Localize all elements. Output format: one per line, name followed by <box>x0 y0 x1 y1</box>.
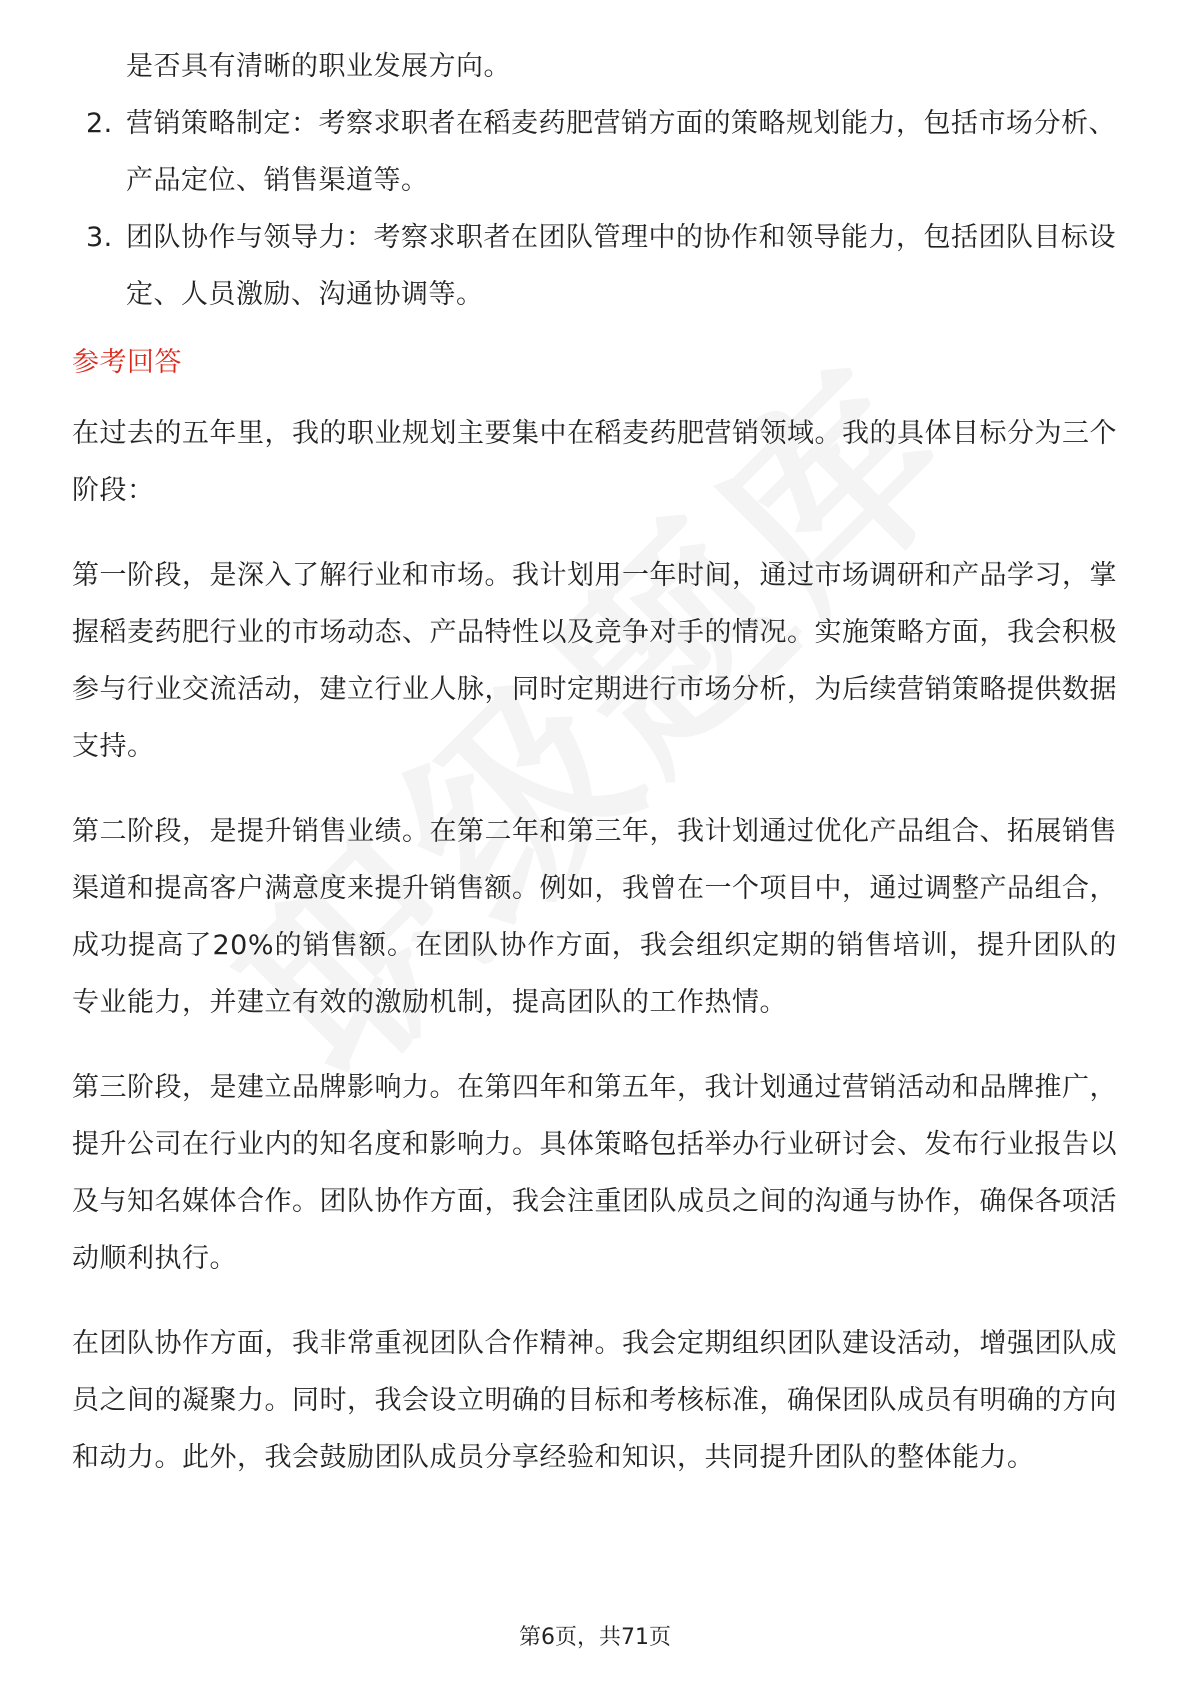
paragraph: 第三阶段，是建立品牌影响力。在第四年和第五年，我计划通过营销活动和品牌推广，提升公司在行业内的知名度和影响力。具体策略包括举办行业研讨会、发布行业报告以及与知名媒体合作。团队协作方面，我会注重团队成员之间的沟通与协作，确保各项活动顺利执行。 <box>72 1072 1117 1274</box>
section-heading: 参考回答 <box>72 347 182 378</box>
list-item-continuation: 是否具有清晰的职业发展方向。 <box>126 51 511 82</box>
list-item-text: 团队协作与领导力：考察求职者在团队管理中的协作和领导能力，包括团队目标设定、人员激励、沟通协调等。 <box>126 222 1116 310</box>
list-item <box>72 95 1117 209</box>
list-item-number: 2. <box>86 108 113 139</box>
paragraph: 第二阶段，是提升销售业绩。在第二年和第三年，我计划通过优化产品组合、拓展销售渠道和提高客户满意度来提升销售额。例如，我曾在一个项目中，通过调整产品组合，成功提高了20%的销售额。在团队协作方面，我会组织定期的销售培训，提升团队的专业能力，并建立有效的激励机制，提高团队的工作热情。 <box>72 816 1117 1018</box>
criteria-list <box>72 95 1117 323</box>
page-number: 第6页，共71页 <box>519 1625 671 1650</box>
list-item-text: 营销策略制定：考察求职者在稻麦药肥营销方面的策略规划能力，包括市场分析、产品定位、销售渠道等。 <box>126 108 1116 196</box>
page-content <box>72 38 1117 1514</box>
paragraph: 第一阶段，是深入了解行业和市场。我计划用一年时间，通过市场调研和产品学习，掌握稻麦药肥行业的市场动态、产品特性以及竞争对手的情况。实施策略方面，我会积极参与行业交流活动，建立行业人脉，同时定期进行市场分析，为后续营销策略提供数据支持。 <box>72 560 1117 762</box>
list-item <box>72 209 1117 323</box>
paragraph: 在团队协作方面，我非常重视团队合作精神。我会定期组织团队建设活动，增强团队成员之间的凝聚力。同时，我会设立明确的目标和考核标准，确保团队成员有明确的方向和动力。此外，我会鼓励团队成员分享经验和知识，共同提升团队的整体能力。 <box>72 1328 1117 1473</box>
list-item-number: 3. <box>86 222 113 253</box>
paragraph: 在过去的五年里，我的职业规划主要集中在稻麦药肥营销领域。我的具体目标分为三个阶段： <box>72 418 1117 506</box>
